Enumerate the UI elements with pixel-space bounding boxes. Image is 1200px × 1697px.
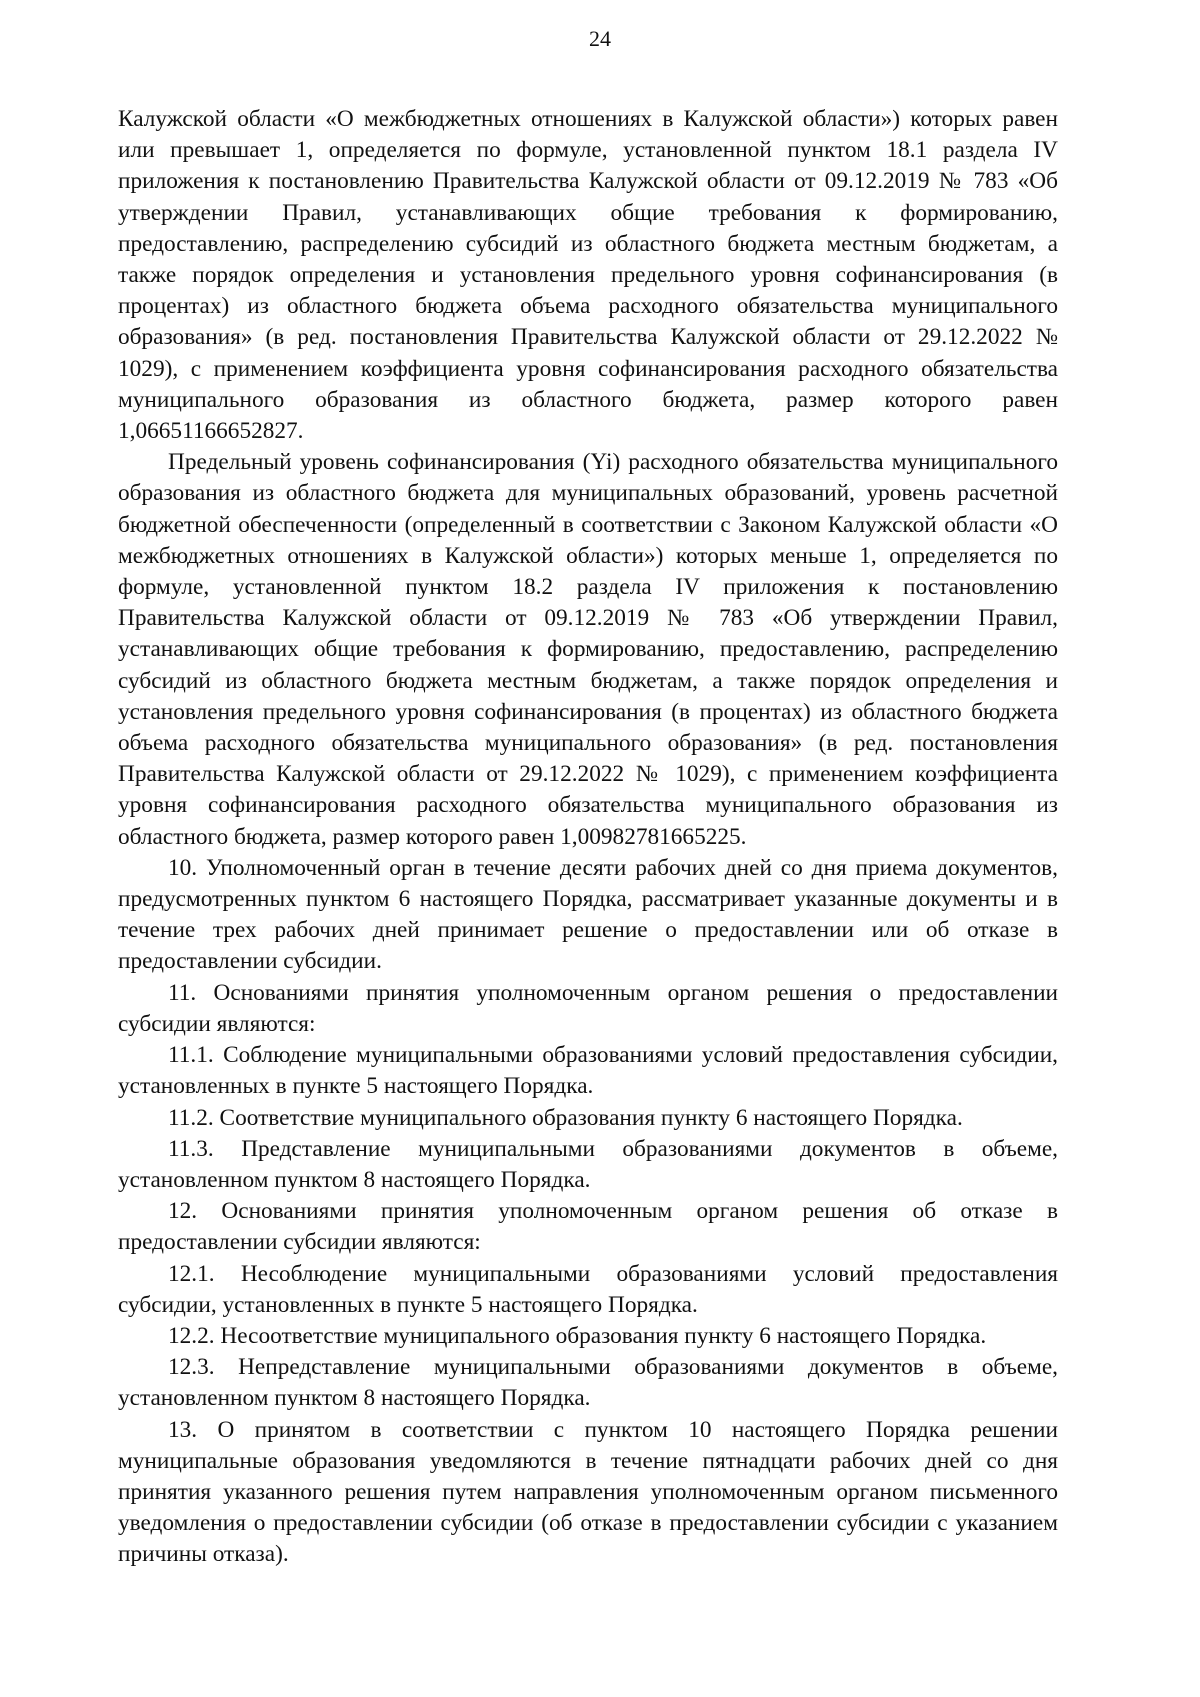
paragraph-limit-level: Предельный уровень софинансирования (Yi) расходного обязательства муниципального образования из областного бюджета для муниципальных образований, уровень расчетной бюджетной обеспеченности (определенный в соответствии с Законом Калужской области «О межбюджетных отношениях в Калужской области») которых меньше 1, определяется по формуле, установленной пунктом 18.2 раздела IV приложения к постановлению Правительства Калужской области от 09.12.2019 № 783 «Об утверждении Правил, устанавливающих общие требования к формированию, предоставлению, распределению субсидий из областного бюджета местным бюджетам, а также порядок определения и установления предельного уровня софинансирования (в процентах) из областного бюджета объема расходного обязательства муниципального образования» (в ред. постановления Правительства Калужской области от 29.12.2022 № 1029), с применением коэффициента уровня софинансирования расходного обязательства муниципального образования из областного бюджета, размер которого равен 1,00982781665225. (118, 449, 1058, 850)
paragraph-12-2: 12.2. Несоответствие муниципального образования пункту 6 настоящего Порядка. (168, 1322, 987, 1349)
paragraph-11: 11. Основаниями принятия уполномоченным органом решения о предоставлении субсидии являются: (118, 979, 1058, 1037)
paragraph-11-1: 11.1. Соблюдение муниципальными образованиями условий предоставления субсидии, установленных в пункте 5 настоящего Порядка. (118, 1042, 1058, 1100)
paragraph-continuation: Калужской области «О межбюджетных отношениях в Калужской области») которых равен или превышает 1, определяется по формуле, установленной пунктом 18.1 раздела IV приложения к постановлению Правительства Калужской области от 09.12.2019 № 783 «Об утверждении Правил, устанавливающих общие требования к формированию, предоставлению, распределению субсидий из областного бюджета местным бюджетам, а также порядок определения и установления предельного уровня софинансирования (в процентах) из областного бюджета объема расходного обязательства муниципального образования» (в ред. постановления Правительства Калужской области от 29.12.2022 № 1029), с применением коэффициента уровня софинансирования расходного обязательства муниципального образования из областного бюджета, размер которого равен 1,06651166652827. (118, 106, 1058, 445)
page-number: 24 (589, 26, 611, 51)
paragraph-13: 13. О принятом в соответствии с пунктом 10 настоящего Порядка решении муниципальные образования уведомляются в течение пятнадцати рабочих дней со дня принятия указанного решения путем направления уполномоченным органом письменного уведомления о предоставлении субсидии (об отказе в предоставлении субсидии с указанием причины отказа). (118, 1416, 1058, 1568)
paragraph-11-3: 11.3. Представление муниципальными образованиями документов в объеме, установленном пунктом 8 настоящего Порядка. (118, 1135, 1058, 1193)
paragraph-12: 12. Основаниями принятия уполномоченным органом решения об отказе в предоставлении субсидии являются: (118, 1198, 1058, 1256)
paragraph-10: 10. Уполномоченный орган в течение десяти рабочих дней со дня приема документов, предусмотренных пунктом 6 настоящего Порядка, рассматривает указанные документы и в течение трех рабочих дней принимает решение о предоставлении или об отказе в предоставлении субсидии. (118, 854, 1058, 975)
paragraph-11-2: 11.2. Соответствие муниципального образования пункту 6 настоящего Порядка. (168, 1104, 963, 1131)
paragraph-12-3: 12.3. Непредставление муниципальными образованиями документов в объеме, установленном пунктом 8 настоящего Порядка. (118, 1354, 1058, 1412)
paragraph-12-1: 12.1. Несоблюдение муниципальными образованиями условий предоставления субсидии, установленных в пункте 5 настоящего Порядка. (118, 1260, 1058, 1318)
document-body (118, 104, 1058, 1571)
